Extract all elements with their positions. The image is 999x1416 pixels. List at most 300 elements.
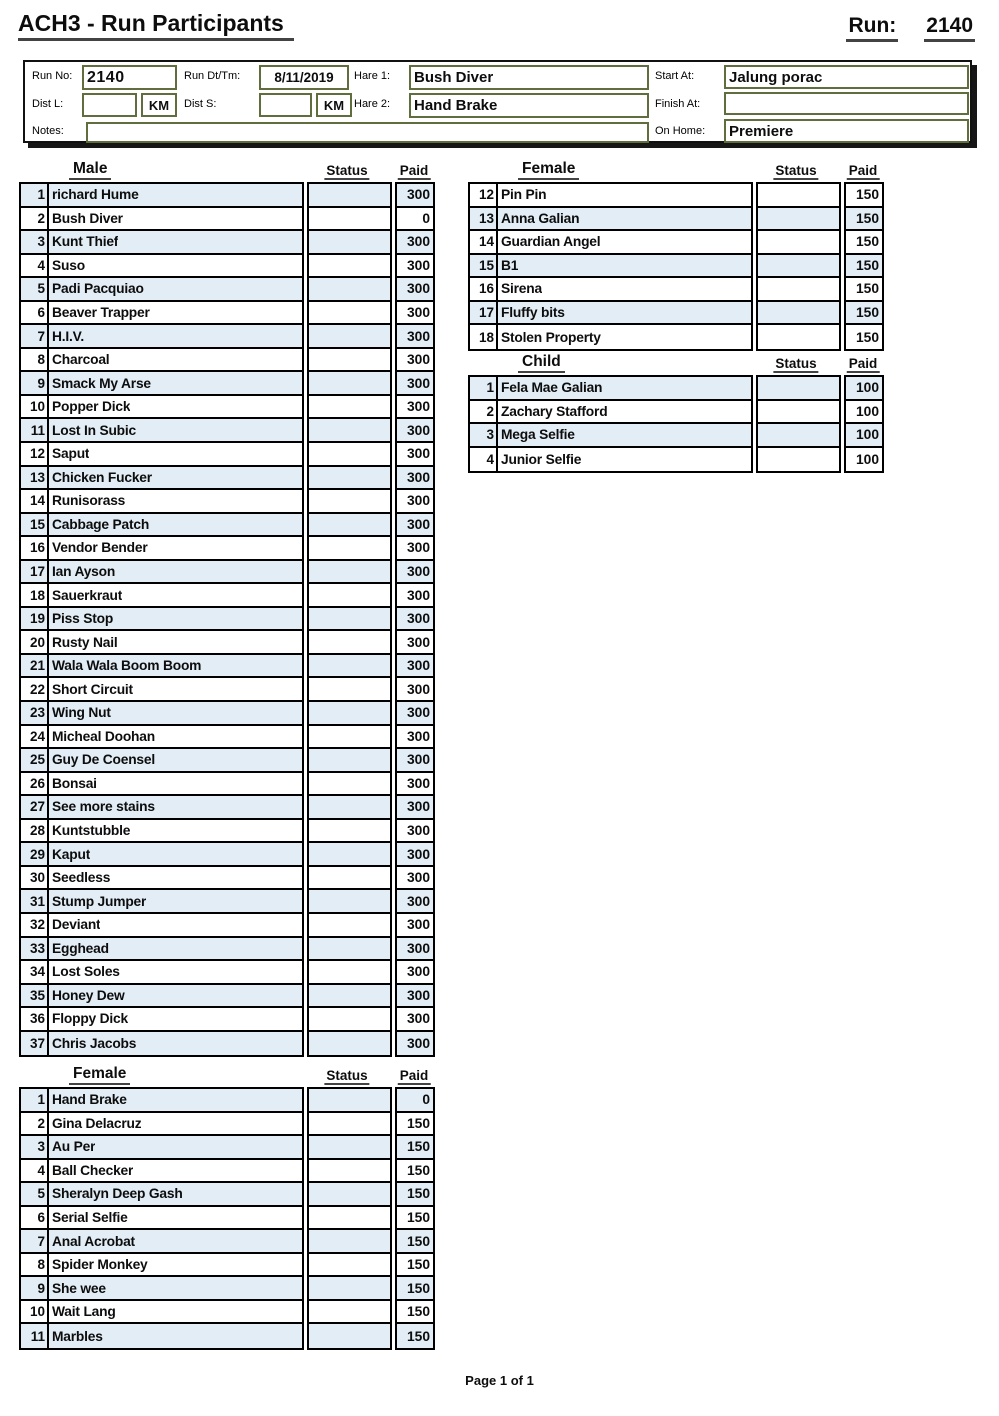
participant-name: Pin Pin [501,187,547,203]
table-row [21,184,302,208]
paid-cell: 150 [397,1277,433,1301]
table-row [21,1301,302,1325]
status-column [756,375,841,473]
row-number: 37 [21,1032,49,1056]
table-row [21,678,302,702]
participant-name: Egghead [52,940,109,956]
participant-name: Micheal Doohan [52,728,155,744]
paid-cell: 150 [397,1136,433,1160]
row-number: 11 [21,1324,49,1348]
paid-cell: 300 [397,820,433,844]
section-title-child: Child [518,353,565,373]
row-number: 2 [470,401,498,423]
row-number: 28 [21,820,49,842]
row-number: 12 [21,443,49,465]
table-row [470,184,751,208]
row-number: 17 [21,561,49,583]
row-number: 10 [21,396,49,418]
participant-name: Lost In Subic [52,422,137,438]
finish-at-label: Finish At: [655,98,701,110]
participant-name: Vendor Bender [52,540,148,556]
participant-name: Stump Jumper [52,893,147,909]
participant-name: Sauerkraut [52,587,123,603]
table-row [21,890,302,914]
participant-name: Guy De Coensel [52,752,156,768]
status-cell [309,231,390,255]
row-number: 4 [21,1160,49,1182]
status-cell [758,377,839,401]
paid-cell: 150 [397,1160,433,1184]
status-cell [309,631,390,655]
table-row [21,490,302,514]
table-row [21,796,302,820]
participant-name: Sirena [501,281,542,297]
section-title-female: Female [518,160,579,180]
row-number: 26 [21,773,49,795]
table-row [21,537,302,561]
paid-cell: 300 [397,490,433,514]
status-cell [309,325,390,349]
participant-name: Marbles [52,1328,103,1344]
table-row [21,1254,302,1278]
finish-at-field [724,92,969,115]
status-cell [309,820,390,844]
status-cell [309,938,390,962]
start-at-label: Start At: [655,70,695,82]
row-number: 21 [21,655,49,677]
row-number: 11 [21,419,49,441]
status-cell [309,1324,390,1348]
row-number: 1 [470,377,498,399]
paid-cell: 300 [397,938,433,962]
row-number: 2 [21,1113,49,1135]
row-number: 8 [21,349,49,371]
status-cell [758,448,839,472]
table-row [470,208,751,232]
status-cell [309,1207,390,1231]
table-row [21,419,302,443]
paid-cell: 300 [397,796,433,820]
dist-s-field [259,93,312,117]
status-cell [309,255,390,279]
participant-name: See more stains [52,799,155,815]
status-cell [309,1183,390,1207]
table-row [21,1277,302,1301]
paid-column [844,182,884,351]
table-row [21,608,302,632]
participant-name: Piss Stop [52,611,114,627]
row-number: 35 [21,985,49,1007]
status-cell [309,726,390,750]
participant-name: Fluffy bits [501,305,565,320]
status-cell [758,302,839,326]
row-number: 17 [470,302,498,324]
participant-name: Au Per [52,1139,96,1155]
paid-cell: 300 [397,467,433,491]
table-row [21,349,302,373]
table-row [21,961,302,985]
table-row [21,749,302,773]
row-number: 24 [21,726,49,748]
paid-cell: 300 [397,537,433,561]
participant-name: Kunt Thief [52,234,119,250]
status-cell [309,914,390,938]
status-cell [309,655,390,679]
table-row [21,1324,302,1348]
status-cell [309,1230,390,1254]
row-number: 7 [21,1230,49,1252]
dist-l-field [82,93,137,117]
run-number: 2140 [924,14,975,42]
status-cell [309,184,390,208]
status-cell [758,255,839,279]
table-row [21,843,302,867]
table-row [21,820,302,844]
participant-name: Guardian Angel [501,234,601,250]
table-row [21,655,302,679]
row-number: 9 [21,372,49,394]
row-number: 16 [21,537,49,559]
paid-cell: 300 [397,867,433,891]
table-row [21,372,302,396]
status-cell [309,678,390,702]
paid-cell: 150 [397,1324,433,1348]
paid-cell: 300 [397,773,433,797]
participant-name: Short Circuit [52,681,133,697]
table-row [470,302,751,326]
row-number: 4 [21,255,49,277]
table-row [470,231,751,255]
participant-name: Chris Jacobs [52,1035,137,1051]
table-row [21,561,302,585]
row-number: 6 [21,302,49,324]
name-column [468,182,753,351]
child-table-header [468,353,884,375]
status-column-header: Status [775,356,817,371]
status-cell [309,608,390,632]
table-row [21,302,302,326]
row-number: 30 [21,867,49,889]
participant-name: Ball Checker [52,1162,134,1178]
km-unit-2: KM [316,93,352,117]
row-number: 18 [21,584,49,606]
status-cell [309,1008,390,1032]
status-cell [758,424,839,448]
participant-name: Rusty Nail [52,634,118,650]
paid-column-header: Paid [399,1068,429,1083]
female-right-table-header [468,160,884,182]
table-row [470,424,751,448]
status-column [756,182,841,351]
table-row [21,914,302,938]
participant-name: Ian Ayson [52,564,116,580]
participant-name: Wing Nut [52,705,111,721]
table-row [21,208,302,232]
paid-cell: 300 [397,419,433,443]
participant-name: Anal Acrobat [52,1233,135,1249]
row-number: 3 [470,424,498,446]
paid-cell: 100 [846,448,882,472]
table-row [21,1089,302,1113]
paid-cell: 150 [846,325,882,349]
row-number: 31 [21,890,49,912]
row-number: 18 [470,325,498,349]
row-number: 12 [470,184,498,206]
run-dttm-label: Run Dt/Tm: [184,70,241,82]
status-cell [309,985,390,1009]
table-row [21,1183,302,1207]
paid-column [395,182,435,1057]
participant-name: Spider Monkey [52,1257,148,1273]
paid-cell: 150 [846,278,882,302]
participant-name: Floppy Dick [52,1011,128,1027]
row-number: 13 [470,208,498,230]
status-column-header: Status [326,1068,368,1083]
table-row [21,584,302,608]
status-cell [309,867,390,891]
name-column [19,1087,304,1350]
status-cell [309,961,390,985]
participant-name: Stolen Property [501,329,601,345]
table-row [21,443,302,467]
paid-cell: 300 [397,278,433,302]
status-cell [309,278,390,302]
section-title-male: Male [69,160,111,180]
status-column [307,182,392,1057]
status-cell [758,208,839,232]
paid-cell: 150 [397,1183,433,1207]
paid-cell: 150 [397,1254,433,1278]
hare1-field: Bush Diver [409,65,649,90]
status-cell [758,325,839,349]
km-unit-1: KM [141,93,177,117]
paid-cell: 150 [846,184,882,208]
participant-name: Charcoal [52,352,110,368]
child-table [468,353,884,473]
status-cell [309,349,390,373]
participant-name: Zachary Stafford [501,403,608,419]
name-column [19,182,304,1057]
status-cell [309,1113,390,1137]
status-cell [309,1089,390,1113]
participant-name: H.I.V. [52,328,85,344]
participant-name: Chicken Fucker [52,469,152,485]
row-number: 1 [21,184,49,206]
paid-cell: 300 [397,726,433,750]
status-cell [309,208,390,232]
hare2-field: Hand Brake [409,93,649,118]
status-cell [309,419,390,443]
participant-name: Cabbage Patch [52,516,150,532]
paid-cell: 300 [397,325,433,349]
paid-cell: 0 [397,1089,433,1113]
hare2-label: Hare 2: [354,98,391,110]
paid-cell: 150 [397,1207,433,1231]
participant-name: Beaver Trapper [52,305,150,320]
status-cell [309,1277,390,1301]
participant-name: Popper Dick [52,399,131,415]
table-row [21,985,302,1009]
paid-column-header: Paid [848,356,878,371]
participant-name: Smack My Arse [52,375,151,391]
participant-name: Fela Mae Galian [501,380,603,396]
row-number: 4 [470,448,498,472]
status-column-header: Status [775,163,817,178]
table-row [21,278,302,302]
row-number: 13 [21,467,49,489]
table-row [470,325,751,349]
row-number: 23 [21,702,49,724]
table-row [21,1230,302,1254]
table-row [21,231,302,255]
paid-cell: 300 [397,584,433,608]
participant-name: Wait Lang [52,1304,116,1320]
paid-cell: 300 [397,349,433,373]
row-number: 5 [21,1183,49,1205]
participant-name: Anna Galian [501,210,580,226]
paid-cell: 300 [397,302,433,326]
table-row [470,377,751,401]
paid-cell: 100 [846,424,882,448]
run-info-form [23,60,972,143]
paid-column-header: Paid [848,163,878,178]
status-cell [309,584,390,608]
row-number: 36 [21,1008,49,1030]
status-cell [309,1032,390,1056]
status-cell [309,1301,390,1325]
participant-name: richard Hume [52,187,139,203]
row-number: 8 [21,1254,49,1276]
row-number: 14 [470,231,498,253]
row-number: 33 [21,938,49,960]
paid-cell: 300 [397,631,433,655]
run-no-field: 2140 [82,65,177,90]
paid-cell: 300 [397,843,433,867]
status-cell [309,843,390,867]
hare1-label: Hare 1: [354,70,391,82]
paid-cell: 300 [397,255,433,279]
status-cell [758,401,839,425]
participant-name: Sheralyn Deep Gash [52,1186,183,1202]
table-row [21,396,302,420]
participant-name: Gina Delacruz [52,1115,142,1131]
paid-cell: 150 [397,1301,433,1325]
participant-name: Saput [52,446,90,462]
paid-cell: 300 [397,914,433,938]
status-cell [309,1160,390,1184]
status-cell [309,1254,390,1278]
paid-cell: 150 [846,208,882,232]
row-number: 3 [21,231,49,253]
notes-label: Notes: [32,125,64,137]
participant-name: Serial Selfie [52,1210,128,1225]
report-title: ACH3 - Run Participants [18,10,294,41]
status-cell [758,231,839,255]
status-cell [309,890,390,914]
status-cell [309,396,390,420]
row-number: 2 [21,208,49,230]
paid-cell: 300 [397,961,433,985]
on-home-field: Premiere [724,119,969,143]
participant-name: Suso [52,257,85,273]
paid-cell: 300 [397,231,433,255]
paid-cell: 150 [846,231,882,255]
status-cell [309,702,390,726]
female-left-table [19,1065,435,1350]
paid-cell: 300 [397,655,433,679]
paid-cell: 300 [397,1008,433,1032]
table-row [470,278,751,302]
paid-cell: 150 [397,1230,433,1254]
male-table [19,160,435,1057]
paid-cell: 150 [846,302,882,326]
row-number: 22 [21,678,49,700]
status-column-header: Status [326,163,368,178]
status-cell [309,514,390,538]
paid-cell: 0 [397,208,433,232]
paid-column [844,375,884,473]
run-label: Run: [846,14,898,42]
paid-cell: 300 [397,890,433,914]
paid-cell: 300 [397,749,433,773]
participant-name: B1 [501,257,519,273]
row-number: 16 [470,278,498,300]
paid-column [395,1087,435,1350]
dist-l-label: Dist L: [32,98,64,110]
participant-name: Kaput [52,846,91,862]
run-no-label: Run No: [32,70,73,82]
paid-cell: 300 [397,678,433,702]
run-dttm-field: 8/11/2019 [259,65,349,90]
notes-field [86,122,649,143]
status-cell [309,443,390,467]
paid-cell: 300 [397,443,433,467]
participant-name: Hand Brake [52,1092,127,1108]
table-row [21,325,302,349]
participant-name: She wee [52,1280,106,1296]
row-number: 29 [21,843,49,865]
paid-cell: 100 [846,401,882,425]
paid-column-header: Paid [399,163,429,178]
paid-cell: 300 [397,514,433,538]
table-row [21,1160,302,1184]
row-number: 15 [21,514,49,536]
paid-cell: 300 [397,396,433,420]
row-number: 3 [21,1136,49,1158]
participant-name: Mega Selfie [501,427,575,443]
participant-name: Kuntstubble [52,823,131,839]
row-number: 6 [21,1207,49,1229]
status-cell [309,467,390,491]
participant-name: Padi Pacquiao [52,281,144,297]
dist-s-label: Dist S: [184,98,217,110]
paid-cell: 300 [397,184,433,208]
row-number: 19 [21,608,49,630]
row-number: 20 [21,631,49,653]
table-row [21,1008,302,1032]
participant-name: Lost Soles [52,964,120,980]
row-number: 14 [21,490,49,512]
table-row [21,867,302,891]
status-cell [309,561,390,585]
table-row [470,448,751,472]
status-cell [758,184,839,208]
table-row [21,1136,302,1160]
table-row [470,401,751,425]
table-row [21,773,302,797]
paid-cell: 150 [397,1113,433,1137]
row-number: 1 [21,1089,49,1111]
